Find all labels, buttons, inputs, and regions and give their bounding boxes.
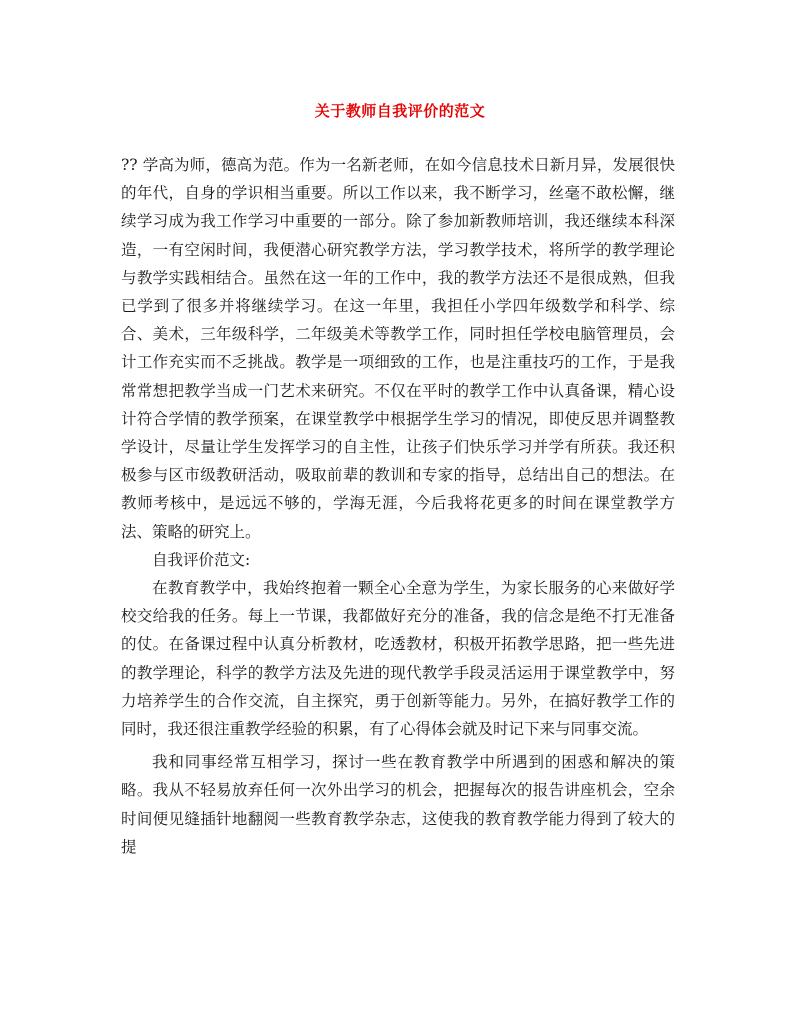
- paragraph-colleagues: 我和同事经常互相学习，探讨一些在教育教学中所遇到的困惑和解决的策略。我从不轻易放弃任何一次外出学习的机会，把握每次的报告讲座机会，空余时间便见缝插针地翻阅一些教育教学杂志，这使我的教育教学能力得到了较大的提: [121, 753, 675, 856]
- paragraph-heading-self-evaluation: 自我评价范文:: [152, 550, 251, 569]
- paragraph-teaching: 在教育教学中，我始终抱着一颗全心全意为学生，为家长服务的心来做好学校交给我的任务。每上一节课，我都做好充分的准备，我的信念是绝不打无准备的仗。在备课过程中认真分析教材，吃透教材，积极开拓教学思路，把一些先进的教学理论，科学的教学方法及先进的现代教学手段灵活运用于课堂教学中，努力培养学生的合作交流，自主探究，勇于创新等能力。另外，在搞好教学工作的同时，我还很注重教学经验的积累，有了心得体会就及时记下来与同事交流。: [121, 579, 675, 739]
- paragraph-intro: ?? 学高为师，德高为范。作为一名新老师，在如今信息技术日新月异，发展很快的年代，自身的学识相当重要。所以工作以来，我不断学习，丝毫不敢松懈，继续学习成为我工作学习中重要的一部分。除了参加新教师培训，我还继续本科深造，一有空闲时间，我便潜心研究教学方法，学习教学技术，将所学的教学理论与教学实践相结合。虽然在这一年的工作中，我的教学方法还不是很成熟，但我已学到了很多并将继续学习。在这一年里，我担任小学四年级数学和科学、综合、美术，三年级科学，二年级美术等教学工作，同时担任学校电脑管理员，会计工作充实而不乏挑战。教学是一项细致的工作，也是注重技巧的工作，于是我常常想把教学当成一门艺术来研究。不仅在平时的教学工作中认真备课，精心设计符合学情的教学预案，在课堂教学中根据学生学习的情况，即使反思并调整教学设计，尽量让学生发挥学习的自主性，让孩子们快乐学习并学有所获。我还积极参与区市级教研活动，吸取前辈的教训和专家的指导，总结出自己的想法。在教师考核中，是远远不够的，学海无涯，今后我将花更多的时间在课堂教学方法、策略的研究上。: [121, 156, 675, 541]
- document-body: [121, 151, 675, 861]
- document-title: 关于教师自我评价的范文: [314, 102, 486, 120]
